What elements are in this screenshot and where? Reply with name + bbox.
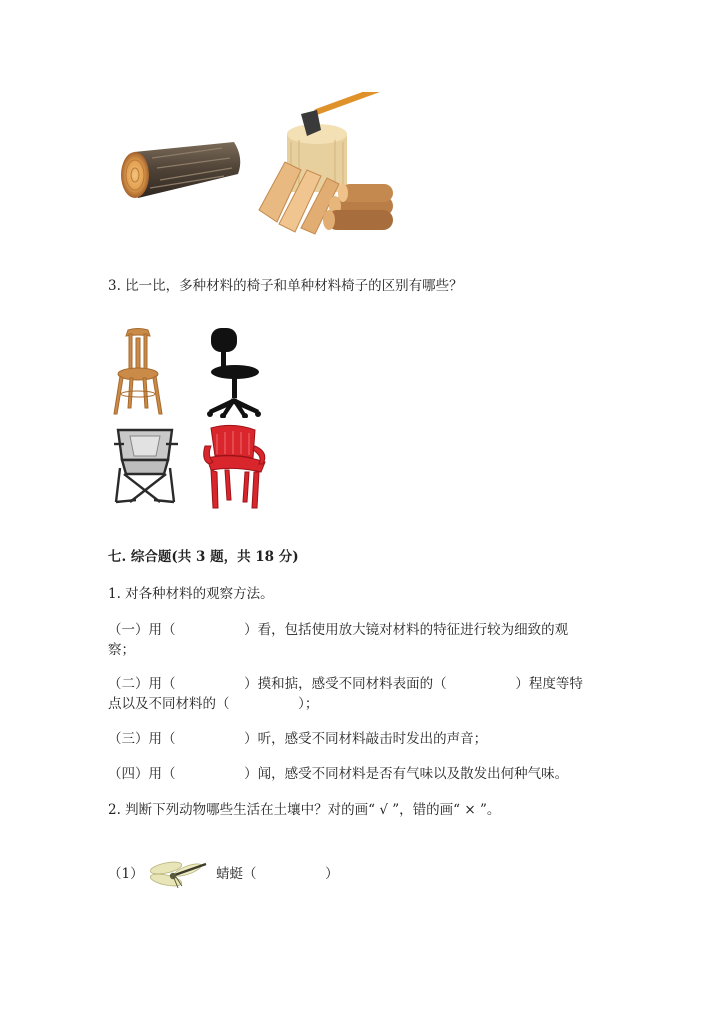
axe-firewood-image [255,92,400,240]
office-chair-image [205,326,261,418]
question-1-line-1a: （一）用（ ）看，包括使用放大镜对材料的特征进行较为细致的观 [108,622,569,638]
question-2-item-1-number: （1） [108,866,144,882]
question-1-line-2a: （二）用（ ）摸和掂，感受不同材料表面的（ ）程度等特 [108,676,583,692]
question-2-prompt: 2. 判断下列动物哪些生活在土壤中？对的画“ √ ”，错的画“ × ”。 [108,802,501,818]
red-plastic-chair-image [203,424,267,510]
question-1-line-2b: 点以及不同材料的（ ）； [108,696,319,712]
dragonfly-image [148,858,208,896]
question-2-item-1-label: 蜻蜓（ ） [216,866,339,882]
question-1-line-1b: 察； [108,642,135,658]
question-1-line-4: （四）用（ ）闻，感受不同材料是否有气味以及散发出何种气味。 [108,766,569,782]
question-1-prompt: 1. 对各种材料的观察方法。 [108,586,274,602]
section-heading: 七. 综合题(共 3 题，共 18 分) [108,549,299,565]
folding-chair-image [110,428,180,504]
question-3-prompt: 3. 比一比，多种材料的椅子和单种材料椅子的区别有哪些？ [108,278,463,294]
question-1-line-3: （三）用（ ）听，感受不同材料敲击时发出的声音； [108,731,488,747]
wooden-chair-image [110,328,166,416]
log-image [112,138,244,204]
